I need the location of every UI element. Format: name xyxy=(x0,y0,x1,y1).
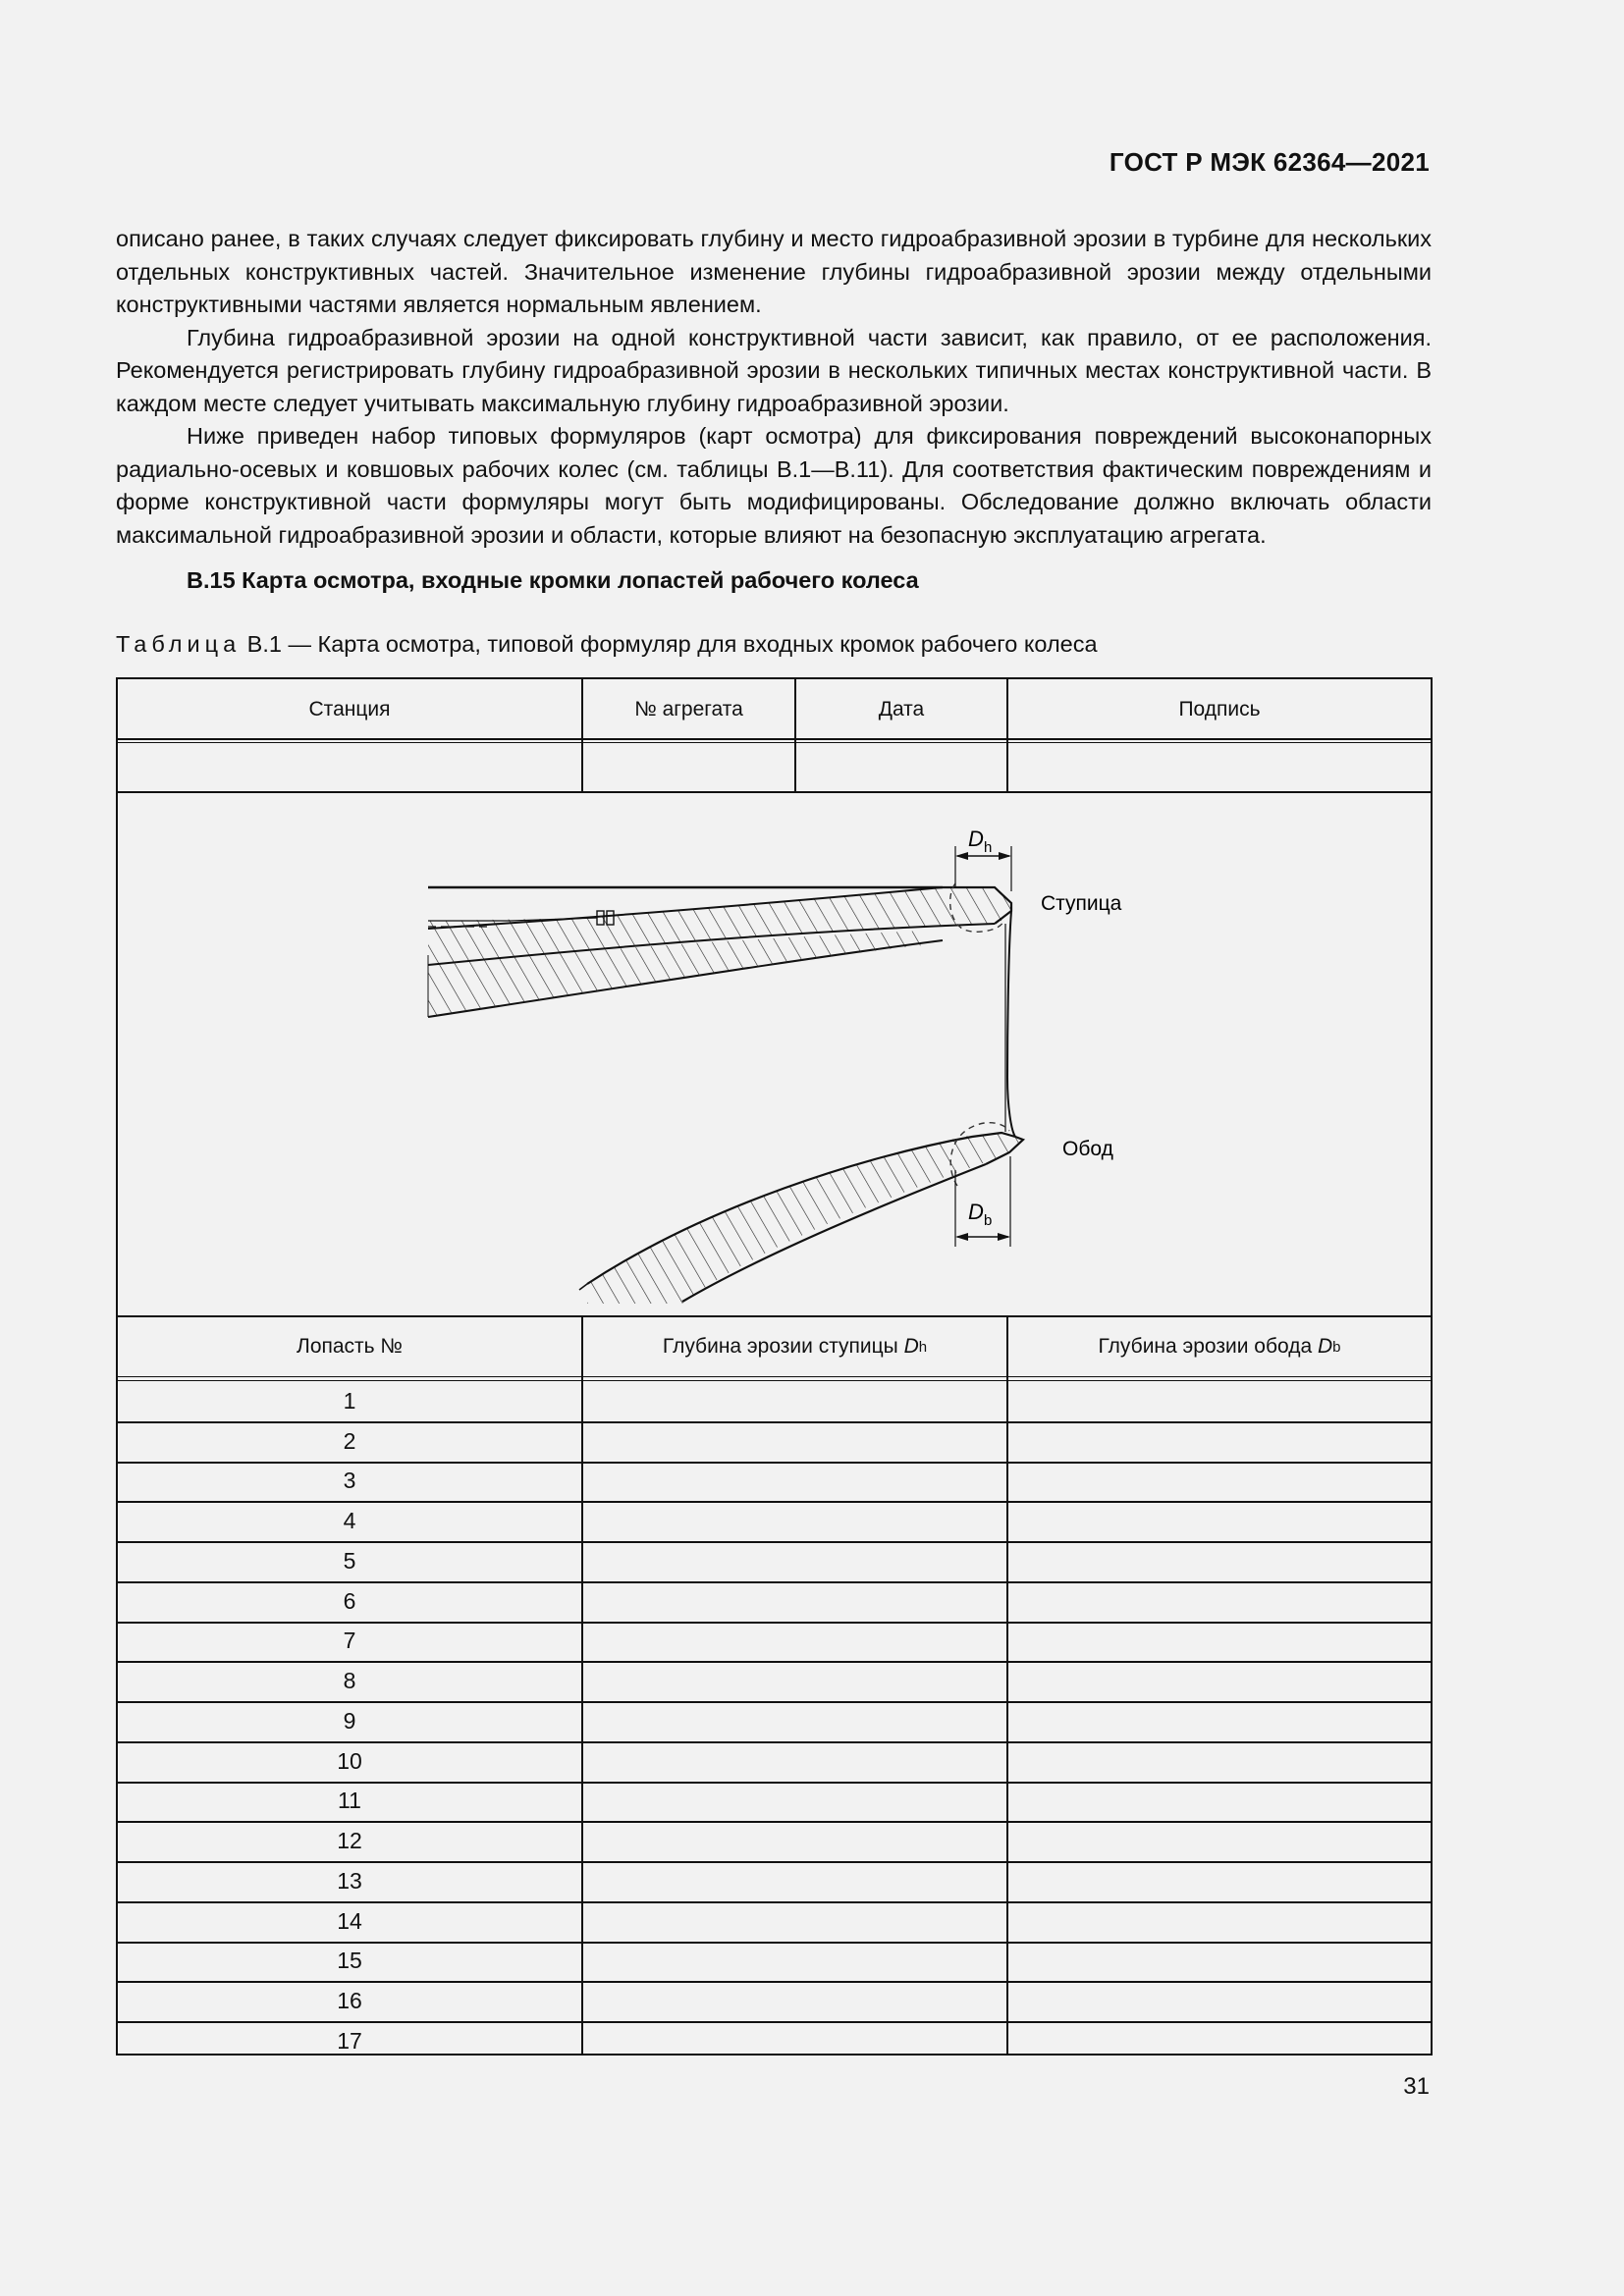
table-row xyxy=(118,1901,1431,1942)
table-row xyxy=(118,1741,1431,1782)
paragraph: Глубина гидроабразивной эрозии на одной конструктивной части зависит, как правило, от ее расположения. Рекомендуется регистрировать глубину гидроабразивной эрозии в нескольких типичных местах конструктивной части. В каждом месте следует учитывать максимальную глубину гидроабразивной эрозии. xyxy=(116,324,1432,416)
db-subscript: b xyxy=(984,1212,993,1229)
blade-number-cell: 1 xyxy=(343,1387,356,1414)
header-cell-unit: № агрегата xyxy=(634,698,743,721)
table-row xyxy=(118,1622,1431,1662)
rim-depth-cell[interactable] xyxy=(1008,1541,1431,1581)
rim-depth-subscript: b xyxy=(1332,1338,1341,1356)
dh-dimension xyxy=(955,827,1011,891)
rim-depth-header xyxy=(1008,1317,1431,1376)
hub-depth-cell[interactable] xyxy=(583,1581,1006,1622)
hub-depth-cell[interactable] xyxy=(583,1381,1006,1421)
paragraph: Ниже приведен набор типовых формуляров (карт осмотра) для фиксирования повреждений высоконапорных радиально-осевых и ковшовых рабочих колес (см. таблицы В.1—В.11). Для соответствия фактическим повреждениям и форме конструктивной части формуляры могут быть модифицированы. Обследование должно включать области максимальной гидроабразивной эрозии и области, которые влияют на безопасную эксплуатацию агрегата. xyxy=(116,423,1432,548)
table-row xyxy=(118,2021,1431,2061)
rim-depth-header-text: Глубина эрозии обода xyxy=(1098,1335,1318,1358)
blade-number-cell: 6 xyxy=(343,1587,356,1614)
document-header: ГОСТ Р МЭК 62364—2021 xyxy=(1109,147,1430,177)
table-caption-text: В.1 — Карта осмотра, типовой формуляр для входных кромок рабочего колеса xyxy=(241,631,1098,657)
rim-label: Обод xyxy=(1062,1138,1113,1160)
input-cell-unit[interactable] xyxy=(583,744,794,791)
hub-depth-cell[interactable] xyxy=(583,1421,1006,1462)
blade-number-header: Лопасть № xyxy=(297,1335,403,1358)
rim-depth-cell[interactable] xyxy=(1008,1942,1431,1982)
rim-depth-cell[interactable] xyxy=(1008,1861,1431,1901)
blade-number-cell: 7 xyxy=(343,1628,356,1654)
paragraph: описано ранее, в таких случаях следует фиксировать глубину и место гидроабразивной эрозии в турбине для нескольких отдельных конструктивных частей. Значительное изменение глубины гидроабразивной эрозии между отдельными конструктивными частями является нормальным явлением. xyxy=(116,226,1432,317)
blade-number-cell: 16 xyxy=(337,1988,362,2014)
db-label: D xyxy=(968,1200,984,1224)
hub-depth-cell[interactable] xyxy=(583,1661,1006,1701)
table-row xyxy=(118,1782,1431,1822)
table-row xyxy=(118,1381,1431,1421)
leading-edge-line xyxy=(1007,911,1015,1137)
rim-depth-cell[interactable] xyxy=(1008,1661,1431,1701)
row-divider xyxy=(118,1376,1431,1377)
blade-number-cell: 10 xyxy=(337,1747,362,1774)
rim-depth-cell[interactable] xyxy=(1008,1421,1431,1462)
table-caption-label: Таблица xyxy=(116,631,242,657)
table-row xyxy=(118,1421,1431,1462)
blade-number-cell: 17 xyxy=(337,2027,362,2054)
section-heading: В.15 Карта осмотра, входные кромки лопастей рабочего колеса xyxy=(187,567,919,593)
hub-depth-cell[interactable] xyxy=(583,1942,1006,1982)
hub-depth-header-text: Глубина эрозии ступицы xyxy=(662,1335,904,1358)
hub-band xyxy=(428,887,1011,1017)
hub-depth-cell[interactable] xyxy=(583,1782,1006,1822)
input-cell-station[interactable] xyxy=(118,744,581,791)
blade-number-cell: 15 xyxy=(337,1948,362,1974)
table-row xyxy=(118,1861,1431,1901)
blade-number-cell: 8 xyxy=(343,1668,356,1694)
rim-depth-symbol: D xyxy=(1318,1335,1333,1358)
blade-number-cell: 4 xyxy=(343,1508,356,1534)
hub-depth-cell[interactable] xyxy=(583,1622,1006,1662)
table-row xyxy=(118,1541,1431,1581)
hub-depth-cell[interactable] xyxy=(583,1861,1006,1901)
row-divider xyxy=(118,742,1431,743)
hub-depth-cell[interactable] xyxy=(583,1462,1006,1502)
rim-band xyxy=(579,1133,1023,1304)
inspection-table xyxy=(116,677,1433,2056)
hub-depth-cell[interactable] xyxy=(583,1541,1006,1581)
rim-depth-cell[interactable] xyxy=(1008,1381,1431,1421)
table-row xyxy=(118,1462,1431,1502)
rim-depth-cell[interactable] xyxy=(1008,1462,1431,1502)
hub-depth-cell[interactable] xyxy=(583,2021,1006,2061)
hub-depth-cell[interactable] xyxy=(583,1821,1006,1861)
dh-subscript: h xyxy=(984,839,993,856)
rim-depth-cell[interactable] xyxy=(1008,1782,1431,1822)
blade-number-cell: 14 xyxy=(337,1907,362,1934)
blade-number-cell: 11 xyxy=(338,1788,361,1814)
hub-depth-header xyxy=(583,1317,1006,1376)
input-cell-signature[interactable] xyxy=(1008,744,1431,791)
rim-depth-cell[interactable] xyxy=(1008,1701,1431,1741)
header-cell-signature: Подпись xyxy=(1178,698,1261,721)
hub-depth-cell[interactable] xyxy=(583,1501,1006,1541)
hub-depth-subscript: h xyxy=(918,1338,928,1356)
dh-label: D xyxy=(968,827,984,851)
rim-depth-cell[interactable] xyxy=(1008,2021,1431,2061)
hub-depth-cell[interactable] xyxy=(583,1981,1006,2021)
rim-depth-cell[interactable] xyxy=(1008,1501,1431,1541)
rim-depth-cell[interactable] xyxy=(1008,1581,1431,1622)
input-cell-date[interactable] xyxy=(796,744,1006,791)
blade-number-cell: 13 xyxy=(337,1867,362,1894)
table-row xyxy=(118,1942,1431,1982)
hub-depth-symbol: D xyxy=(903,1335,919,1358)
blade-number-cell: 5 xyxy=(343,1547,356,1574)
runner-blade-diagram xyxy=(118,793,1431,1315)
header-cell-station: Станция xyxy=(308,698,391,721)
blade-number-cell: 12 xyxy=(337,1828,362,1854)
rim-depth-cell[interactable] xyxy=(1008,1901,1431,1942)
blade-number-cell: 9 xyxy=(343,1707,356,1734)
table-row xyxy=(118,1981,1431,2021)
rim-depth-cell[interactable] xyxy=(1008,1981,1431,2021)
rim-depth-cell[interactable] xyxy=(1008,1821,1431,1861)
table-row xyxy=(118,1701,1431,1741)
blade-section-drawing xyxy=(118,793,1431,1315)
table-row xyxy=(118,1581,1431,1622)
hub-depth-cell[interactable] xyxy=(583,1901,1006,1942)
body-text xyxy=(116,223,1432,552)
blade-number-cell: 2 xyxy=(343,1427,356,1454)
hub-label: Ступица xyxy=(1041,892,1122,915)
rim-depth-cell[interactable] xyxy=(1008,1622,1431,1662)
hub-depth-cell[interactable] xyxy=(583,1701,1006,1741)
table-row xyxy=(118,1661,1431,1701)
header-cell-date: Дата xyxy=(878,698,925,721)
rim-depth-cell[interactable] xyxy=(1008,1741,1431,1782)
table-caption xyxy=(116,631,1098,658)
table-row xyxy=(118,1501,1431,1541)
blade-number-cell: 3 xyxy=(343,1468,356,1494)
page-number: 31 xyxy=(1403,2073,1430,2100)
hub-depth-cell[interactable] xyxy=(583,1741,1006,1782)
table-row xyxy=(118,1821,1431,1861)
